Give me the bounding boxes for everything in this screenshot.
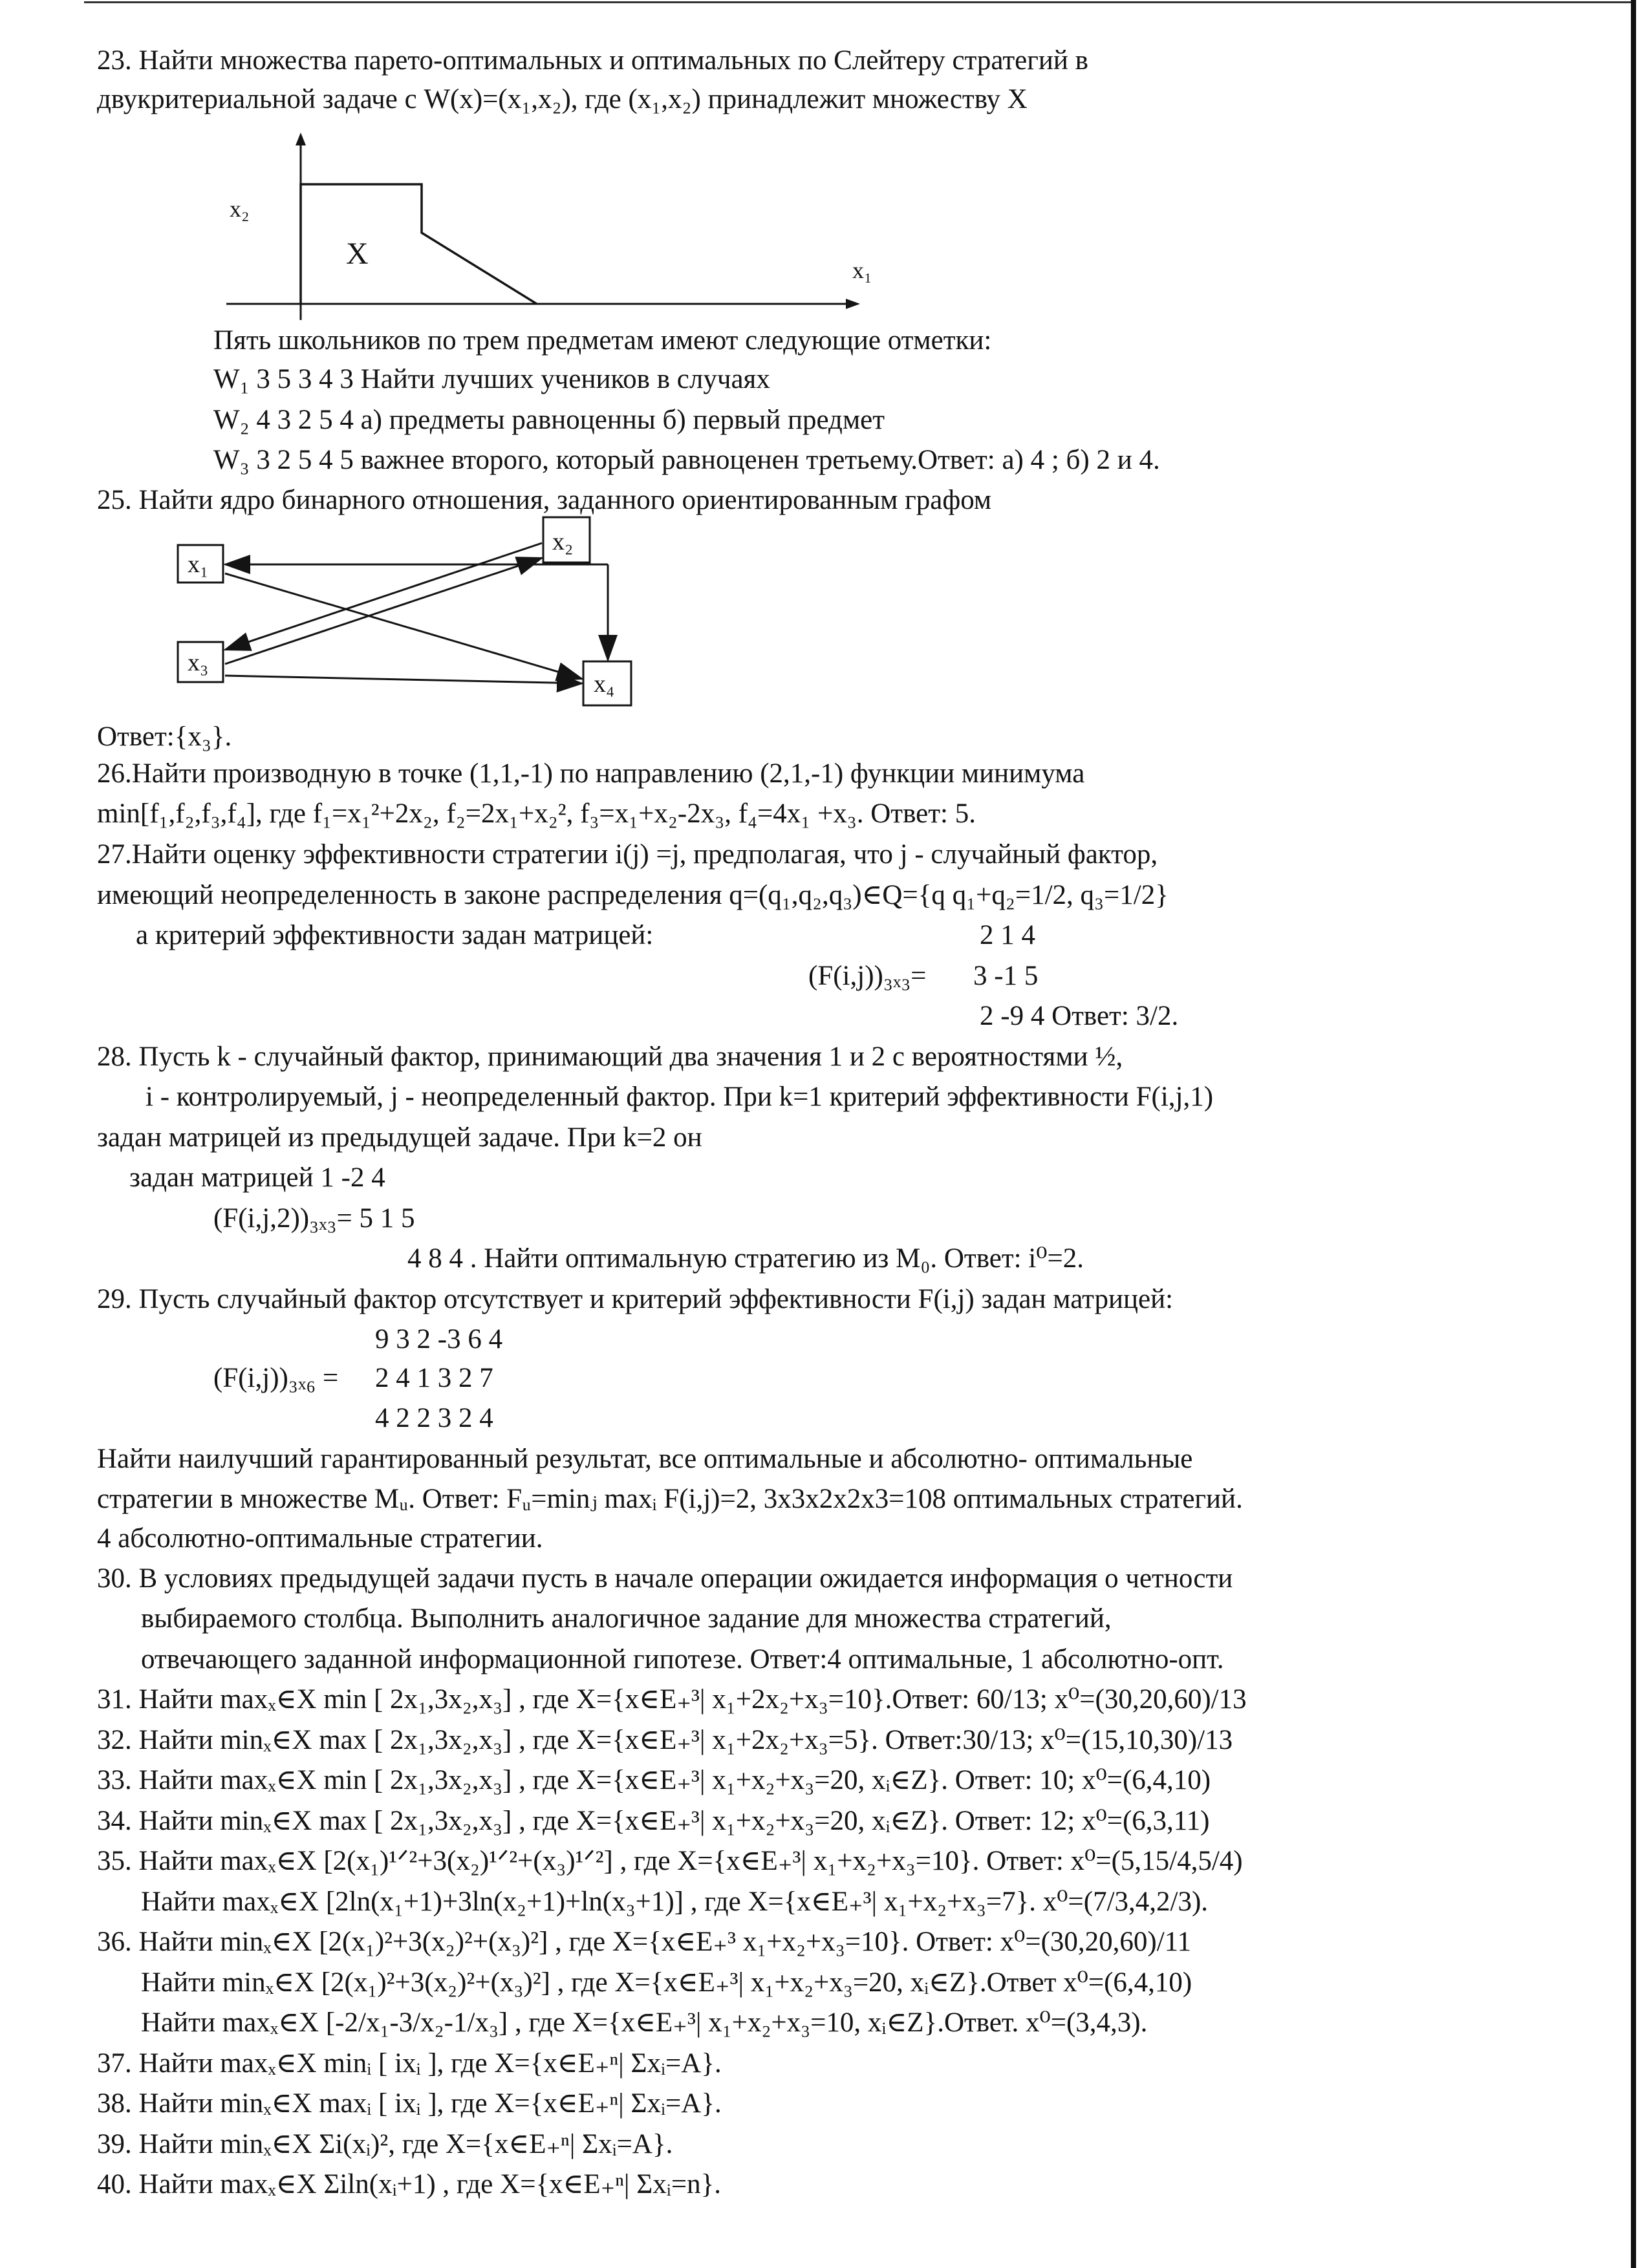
problem-25-text: 25. Найти ядро бинарного отношения, заданного ориентированным графом — [97, 485, 992, 515]
problem-40: 40. Найти maxₓ∈X Σiln(xᵢ+1) , где X={x∈E₊ⁿ| Σxᵢ=n}. — [97, 2169, 721, 2199]
problem-28-line-6: 4 8 4 . Найти оптимальную стратегию из M₀. Ответ: i⁰=2. — [407, 1243, 1084, 1274]
problem-36-line-2: Найти minₓ∈X [2(x₁)²+3(x₂)²+(x₃)²] , где X={x∈E₊³| x₁+x₂+x₃=20, xᵢ∈Z}.Ответ x⁰=(6,4,10) — [141, 1967, 1192, 1998]
problem-23-line-2: двукритериальной задаче с W(x)=(x₁,x₂), где (x₁,x₂) принадлежит множеству X — [97, 84, 1028, 114]
problem-30-line-2: выбираемого столбца. Выполнить аналогичное задание для множества стратегий, — [141, 1603, 1112, 1634]
problem-28-line-5: (F(i,j,2))₃ₓ₃= 5 1 5 — [213, 1203, 415, 1234]
figure-23-pareto-region — [188, 129, 873, 323]
region-label: X — [346, 237, 369, 271]
page-right-edge — [1631, 0, 1636, 2268]
y-axis-arrow — [296, 133, 306, 145]
problem-29-line-3: стратегии в множестве Mᵤ. Ответ: Fᵤ=minⱼ maxᵢ F(i,j)=2, 3x3x2x2x3=108 оптимальных стратегий. — [97, 1484, 1243, 1514]
problem-36-line-1: 36. Найти minₓ∈X [2(x₁)²+3(x₂)²+(x₃)²] , где X={x∈E₊³ x₁+x₂+x₃=10}. Ответ: x⁰=(30,20,60)/11 — [97, 1927, 1192, 1957]
matrix-27-row-2: 3 -1 5 — [973, 961, 1039, 991]
problem-32: 32. Найти minₓ∈X max [ 2x₁,3x₂,x₃] , где X={x∈E₊³| x₁+2x₂+x₃=5}. Ответ:30/13; x⁰=(15,10,30)/13 — [97, 1725, 1233, 1755]
problem-24-w3: W₃ 3 2 5 4 5 важнее второго, который равноценен третьему.Ответ: а) 4 ; б) 2 и 4. — [213, 445, 1160, 475]
matrix-29-label: (F(i,j))₃ₓ₆ = — [213, 1363, 339, 1393]
matrix-27-label: (F(i,j))₃ₓ₃= — [808, 961, 927, 991]
problem-27-line-1: 27.Найти оценку эффективности стратегии i(j) =j, предполагая, что j - случайный фактор, — [97, 839, 1158, 870]
edge-x2-x3 — [225, 543, 542, 650]
problem-27-line-2: имеющий неопределенность в законе распределения q=(q₁,q₂,q₃)∈Q={q q₁+q₂=1/2, q₃=1/2} — [97, 880, 1169, 910]
matrix-29-row-3: 4 2 2 3 2 4 — [375, 1403, 493, 1433]
problem-28-line-4: задан матрицей 1 -2 4 — [129, 1162, 385, 1193]
node-x2-label: x₂ — [552, 528, 574, 555]
region-boundary — [301, 184, 537, 304]
problem-33: 33. Найти maxₓ∈X min [ 2x₁,3x₂,x₃] , где X={x∈E₊³| x₁+x₂+x₃=20, xᵢ∈Z}. Ответ: 10; x⁰=(6,4,10) — [97, 1765, 1211, 1795]
node-x3-label: x₃ — [188, 649, 209, 676]
problem-29-line-4: 4 абсолютно-оптимальные стратегии. — [97, 1523, 543, 1554]
problem-24-w2: W₂ 4 3 2 5 4 а) предметы равноценны б) первый предмет — [213, 405, 885, 435]
problem-31: 31. Найти maxₓ∈X min [ 2x₁,3x₂,x₃] , где X={x∈E₊³| x₁+2x₂+x₃=10}.Ответ: 60/13; x⁰=(30,20,60)/13 — [97, 1684, 1247, 1715]
page-top-edge — [84, 1, 1636, 3]
problem-26-line-2: min[f₁,f₂,f₃,f₄], где f₁=x₁²+2x₂, f₂=2x₁+x₂², f₃=x₁+x₂-2x₃, f₄=4x₁ +x₃. Ответ: 5. — [97, 798, 976, 829]
problem-38: 38. Найти minₓ∈X maxᵢ [ ixᵢ ], где X={x∈E₊ⁿ| Σxᵢ=A}. — [97, 2088, 722, 2119]
problem-36-line-3: Найти maxₓ∈X [-2/x₁-3/x₂-1/x₃] , где X={x∈E₊³| x₁+x₂+x₃=10, xᵢ∈Z}.Ответ. x⁰=(3,4,3). — [141, 2007, 1148, 2038]
problem-34: 34. Найти minₓ∈X max [ 2x₁,3x₂,x₃] , где X={x∈E₊³| x₁+x₂+x₃=20, xᵢ∈Z}. Ответ: 12; x⁰=(6,3,11) — [97, 1806, 1210, 1836]
matrix-27-row-3: 2 -9 4 Ответ: 3/2. — [980, 1001, 1179, 1031]
x-axis-arrow — [846, 299, 860, 309]
problem-39: 39. Найти minₓ∈X Σi(xᵢ)², где X={x∈E₊ⁿ| Σxᵢ=A}. — [97, 2129, 673, 2159]
matrix-27-row-1: 2 1 4 — [980, 920, 1035, 950]
matrix-29-row-1: 9 3 2 -3 6 4 — [375, 1324, 503, 1354]
problem-37: 37. Найти maxₓ∈X minᵢ [ ixᵢ ], где X={x∈E₊ⁿ| Σxᵢ=A}. — [97, 2048, 722, 2079]
problem-35-line-2: Найти maxₓ∈X [2ln(x₁+1)+3ln(x₂+1)+ln(x₃+1)] , где X={x∈E₊³| x₁+x₂+x₃=7}. x⁰=(7/3,4,2/3). — [141, 1887, 1209, 1917]
problem-28-line-1: 28. Пусть k - случайный фактор, принимающий два значения 1 и 2 с вероятностями ½, — [97, 1042, 1123, 1072]
x-axis-label: x₁ — [852, 257, 872, 283]
problem-35-line-1: 35. Найти maxₓ∈X [2(x₁)¹ᐟ²+3(x₂)¹ᐟ²+(x₃)¹ᐟ²] , где X={x∈E₊³| x₁+x₂+x₃=10}. Ответ: x⁰=(5,15/4,5/4) — [97, 1846, 1243, 1876]
figure-25-digraph — [168, 514, 660, 718]
problem-23-line-1: 23. Найти множества парето-оптимальных и оптимальных по Слейтеру стратегий в — [97, 45, 1088, 76]
problem-25-answer: Ответ:{x₃}. — [97, 722, 232, 752]
y-axis-label: x₂ — [230, 196, 250, 222]
node-x4-label: x₄ — [594, 670, 615, 698]
edge-x3-x4 — [225, 676, 582, 683]
edge-x3-x2 — [225, 558, 542, 664]
problem-30-line-1: 30. В условиях предыдущей задачи пусть в начале операции ожидается информация о четности — [97, 1563, 1233, 1594]
problem-27-line-3: а критерий эффективности задан матрицей: — [136, 920, 654, 950]
problem-28-line-3: задан матрицей из предыдущей задаче. При k=2 он — [97, 1122, 702, 1153]
problem-26-line-1: 26.Найти производную в точке (1,1,-1) по направлению (2,1,-1) функции минимума — [97, 758, 1085, 789]
problem-30-line-3: отвечающего заданной информационной гипотезе. Ответ:4 оптимальные, 1 абсолютно-опт. — [141, 1644, 1224, 1674]
problem-29-line-2: Найти наилучший гарантированный результат, все оптимальные и абсолютно- оптимальные — [97, 1444, 1193, 1474]
problem-28-line-2: i - контролируемый, j - неопределенный фактор. При k=1 критерий эффективности F(i,j,1) — [146, 1082, 1214, 1112]
problem-24-w1: W₁ 3 5 3 4 3 Найти лучших учеников в случаях — [213, 364, 770, 394]
problem-29-line-1: 29. Пусть случайный фактор отсутствует и критерий эффективности F(i,j) задан матрицей: — [97, 1284, 1174, 1314]
node-x1-label: x₁ — [188, 551, 209, 578]
matrix-29-row-2: 2 4 1 3 2 7 — [375, 1363, 493, 1393]
problem-24-line-1: Пять школьников по трем предметам имеют следующие отметки: — [213, 325, 992, 356]
